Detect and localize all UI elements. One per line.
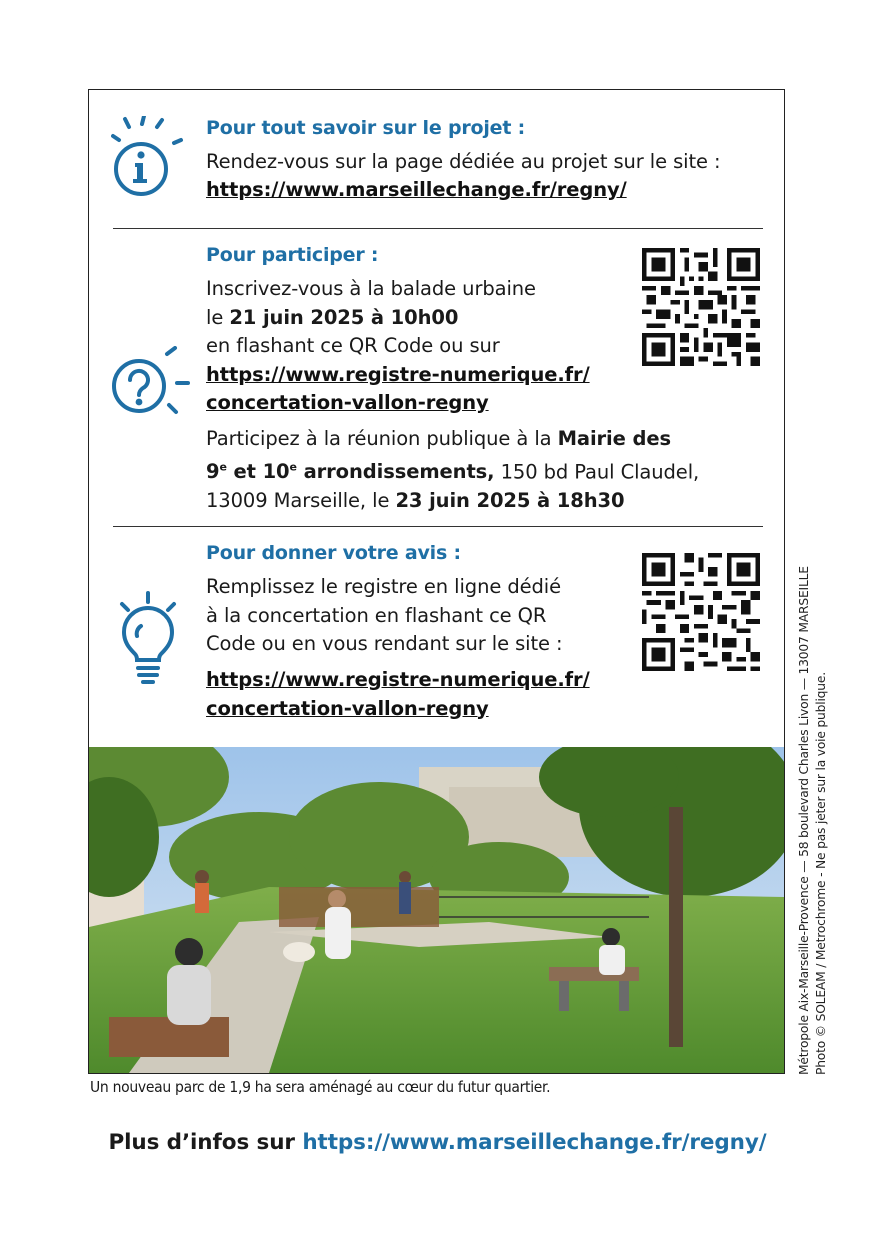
- project-link[interactable]: https://www.marseillechange.fr/regny/: [206, 178, 627, 201]
- meeting-arr-10: et 10: [226, 460, 290, 483]
- footer-more-info: [0, 1130, 875, 1155]
- opinion-link-line-1[interactable]: https://www.registre-numerique.fr/: [206, 668, 590, 691]
- side-credit-line-2: Photo © SOLEAM / Metrochrome - Ne pas jeter sur la voie publique.: [814, 672, 828, 1075]
- divider: [113, 228, 763, 229]
- meeting-city: 13009 Marseille, le: [206, 488, 396, 512]
- side-credit: [796, 566, 830, 1075]
- opinion-line-1: Remplissez le registre en ligne dédié: [206, 575, 562, 598]
- footer-link[interactable]: https://www.marseillechange.fr/regny/: [302, 1130, 767, 1155]
- register-link-line-2[interactable]: concertation-vallon-regny: [206, 391, 489, 414]
- register-link-line-1[interactable]: https://www.registre-numerique.fr/: [206, 362, 590, 386]
- walk-date-prefix: le: [206, 305, 230, 329]
- opinion-line-2: à la concertation en flashant ce QR: [206, 603, 547, 627]
- info-card: [88, 89, 785, 1074]
- park-illustration: [89, 747, 784, 1073]
- opinion-text: [206, 573, 562, 659]
- meeting-text: [206, 425, 699, 515]
- section-heading-project: Pour tout savoir sur le projet :: [206, 117, 526, 139]
- meeting-arr-9: 9: [206, 460, 220, 483]
- section-text-project: Rendez-vous sur la page dédiée au projet sur le site :: [206, 150, 721, 173]
- meeting-line-2: [206, 454, 699, 487]
- divider: [113, 526, 763, 527]
- section-heading-opinion: Pour donner votre avis :: [206, 542, 461, 564]
- qr-code[interactable]: [642, 553, 760, 671]
- walk-line-2: [206, 304, 590, 333]
- meeting-sup-2: e: [289, 460, 297, 474]
- walk-invite-text: [206, 275, 590, 418]
- meeting-prefix: Participez à la réunion publique à la: [206, 427, 558, 450]
- lightbulb-icon: [113, 590, 183, 690]
- walk-date: 21 juin 2025 à 10h00: [229, 305, 459, 329]
- opinion-link-block: [206, 666, 590, 723]
- meeting-date: 23 juin 2025 à 18h30: [395, 488, 625, 512]
- side-credit-line-1: Métropole Aix-Marseille-Provence — 58 boulevard Charles Livon — 13007 MARSEILLE: [797, 566, 811, 1075]
- photo-caption: Un nouveau parc de 1,9 ha sera aménagé au cœur du futur quartier.: [90, 1078, 551, 1096]
- walk-line-1: Inscrivez-vous à la balade urbaine: [206, 277, 536, 300]
- section-heading-participate: Pour participer :: [206, 244, 379, 266]
- opinion-line-3: Code ou en vous rendant sur le site :: [206, 632, 563, 655]
- meeting-sup-1: e: [219, 460, 227, 474]
- info-icon: [111, 116, 189, 198]
- opinion-link-line-2[interactable]: concertation-vallon-regny: [206, 696, 489, 720]
- meeting-address: 150 bd Paul Claudel,: [494, 460, 700, 483]
- meeting-line-1: [206, 425, 699, 454]
- meeting-arr-label: arrondissements,: [296, 460, 495, 483]
- footer-prefix: Plus d’infos sur: [108, 1130, 303, 1155]
- walk-line-3: en flashant ce QR Code ou sur: [206, 334, 500, 357]
- meeting-line-3: [206, 487, 699, 516]
- meeting-venue: Mairie des: [557, 427, 671, 450]
- question-icon: [109, 346, 195, 418]
- qr-code[interactable]: [642, 248, 760, 366]
